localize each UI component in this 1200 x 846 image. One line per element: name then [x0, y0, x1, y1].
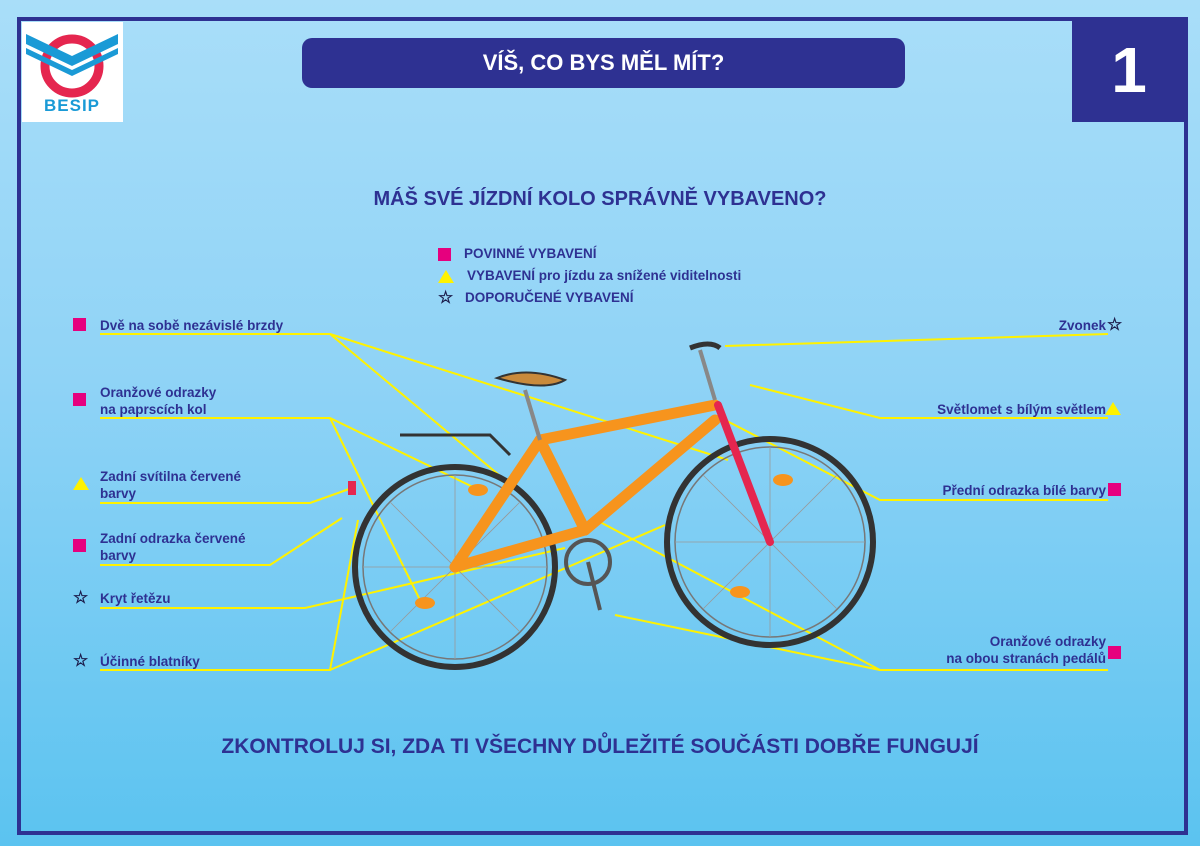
- star-icon: ☆: [73, 588, 89, 607]
- square-icon: [1108, 646, 1121, 659]
- subtitle: MÁŠ SVÉ JÍZDNÍ KOLO SPRÁVNĚ VYBAVENO?: [373, 188, 827, 210]
- label-front-reflector: [942, 482, 1106, 499]
- star-icon: ☆: [438, 288, 454, 307]
- triangle-icon: [1105, 402, 1121, 415]
- label-headlight: [937, 401, 1106, 418]
- label-text: Zvonek: [1058, 318, 1106, 333]
- label-pedal-reflectors: [946, 633, 1106, 667]
- label-chain-guard: [73, 588, 171, 607]
- label-text: Světlomet s bílým světlem: [937, 402, 1106, 417]
- label-rear-light: [100, 468, 241, 502]
- legend-label: DOPORUČENÉ VYBAVENÍ: [465, 290, 634, 305]
- svg-text:BESIP: BESIP: [43, 96, 101, 115]
- label-text: Oranžové odrazky na paprscích kol: [100, 385, 217, 417]
- label-text: Přední odrazka bílé barvy: [942, 483, 1106, 498]
- legend-label: VYBAVENÍ pro jízdu za snížené viditelnosti: [467, 268, 742, 283]
- label-text: Dvě na sobě nezávislé brzdy: [100, 318, 284, 333]
- page-title: VÍŠ, CO BYS MĚL MÍT?: [302, 38, 905, 88]
- leader-lines: [100, 334, 1108, 670]
- label-spoke-reflectors: [100, 384, 216, 418]
- legend-label: POVINNÉ VYBAVENÍ: [464, 246, 597, 261]
- label-bell: [1058, 315, 1123, 334]
- label-text: Účinné blatníky: [100, 654, 200, 669]
- square-icon: [73, 393, 86, 406]
- rear-light: [348, 481, 356, 495]
- label-text: Zadní svítilna červené barvy: [100, 469, 242, 501]
- label-mudguards: [73, 651, 200, 670]
- square-icon: [1108, 483, 1121, 496]
- footer-text: ZKONTROLUJ SI, ZDA TI VŠECHNY DŮLEŽITÉ SOUČÁSTI DOBŘE FUNGUJÍ: [221, 735, 979, 758]
- star-icon: ☆: [1107, 315, 1123, 334]
- label-text: Oranžové odrazky na obou stranách pedálů: [946, 634, 1106, 666]
- label-brakes: [100, 317, 283, 334]
- label-text: Zadní odrazka červené barvy: [100, 531, 246, 563]
- star-icon: ☆: [73, 651, 89, 670]
- label-text: Kryt řetězu: [100, 591, 171, 606]
- triangle-icon: [73, 477, 89, 490]
- sheet-number: 1: [1072, 18, 1186, 122]
- square-icon: [73, 318, 86, 331]
- label-rear-reflector: [100, 530, 246, 564]
- bicycle: [348, 344, 873, 667]
- square-icon: [73, 539, 86, 552]
